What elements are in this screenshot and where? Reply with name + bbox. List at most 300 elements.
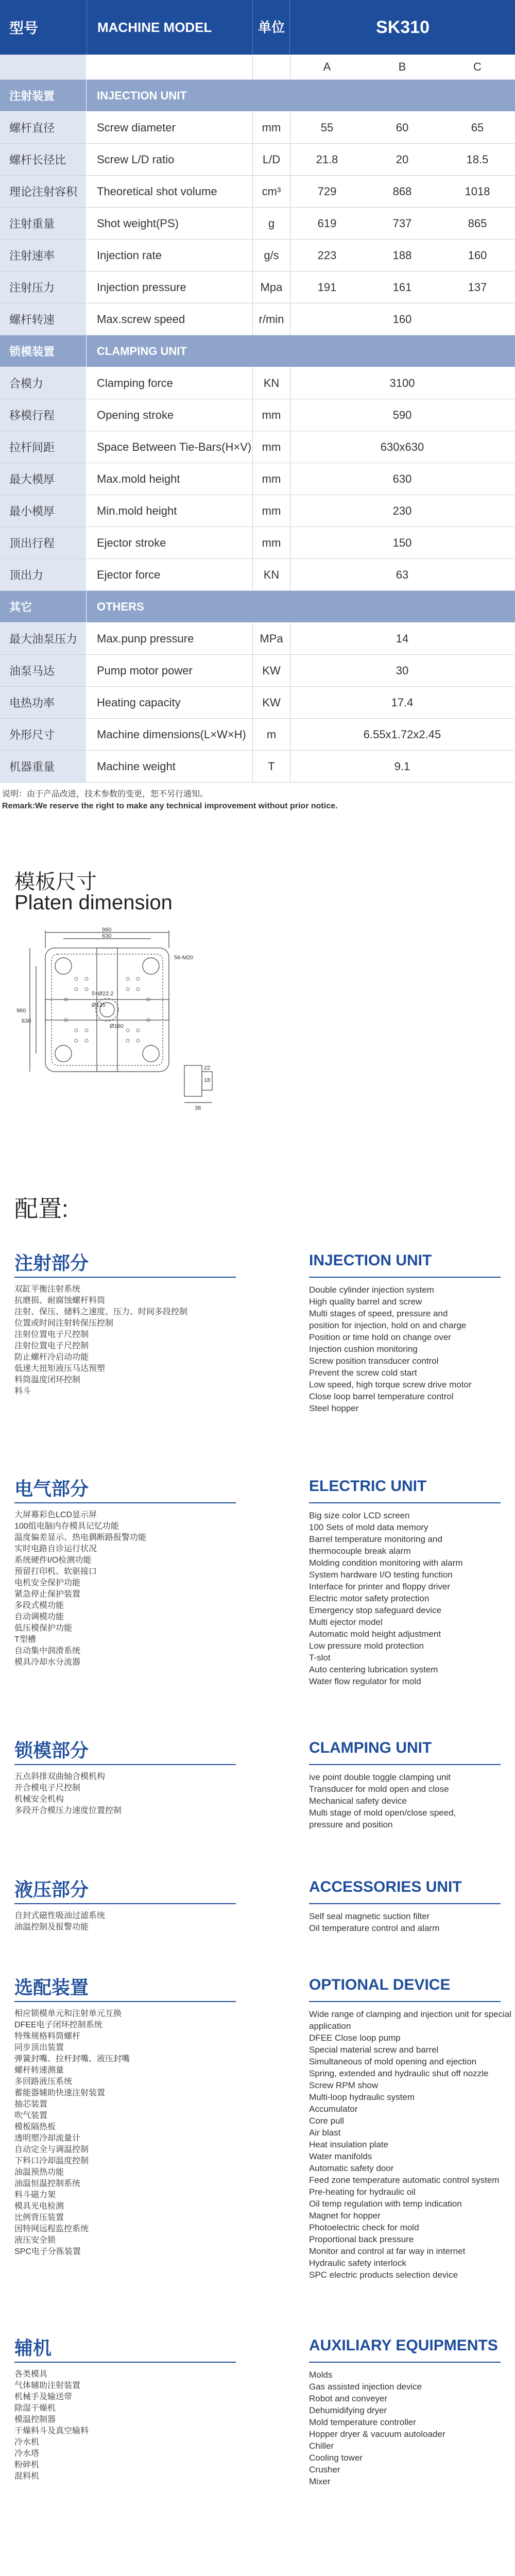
list-item: 下料口冷却温度控制 — [14, 2157, 89, 2165]
param-cn: 最大油泵压力 — [0, 623, 87, 654]
dim-d7: 22 — [204, 1065, 211, 1071]
param-unit: mm — [252, 431, 290, 463]
value-a: 729 — [317, 184, 337, 198]
dim-d4: 630 — [22, 1018, 31, 1024]
dim-d6: Ø160 — [110, 1023, 124, 1029]
list-item: T型槽 — [14, 1635, 36, 1644]
value-span: 230 — [392, 504, 412, 517]
param-cn: 注射压力 — [0, 272, 87, 303]
list-en — [309, 2008, 512, 2281]
list-item: Position or time hold on change over — [309, 1332, 451, 1342]
list-item: 低压模保护功能 — [14, 1624, 73, 1633]
dim-d8: 18 — [204, 1077, 211, 1083]
table-row — [0, 559, 515, 591]
list-cn — [14, 1284, 236, 1397]
table-row — [0, 463, 515, 495]
list-item: Interface for printer and floppy driver — [309, 1582, 451, 1591]
value-span: 6.55x1.72x2.45 — [363, 727, 441, 741]
list-item: 料筒温度闭环控制 — [14, 1376, 81, 1384]
param-unit: KW — [252, 687, 290, 718]
list-en — [309, 2369, 501, 2487]
divider — [14, 1764, 236, 1765]
block-title-en: AUXILIARY EQUIPMENTS — [309, 2337, 498, 2354]
value-span: 14 — [396, 632, 409, 645]
list-item: 油温恒温控制系统 — [14, 2179, 81, 2188]
list-item: Prevent the screw cold start — [309, 1368, 417, 1378]
value-b: 20 — [396, 152, 409, 166]
list-item: Gas assisted injection device — [309, 2382, 422, 2392]
param-cn: 顶出力 — [0, 559, 87, 590]
list-item: DFEE电子闭环控制系统 — [14, 2021, 102, 2029]
list-item: 开合模电子尺控制 — [14, 1784, 81, 1792]
value-a: 619 — [317, 216, 337, 230]
param-unit: g — [252, 208, 290, 239]
list-item: Steel hopper — [309, 1403, 359, 1413]
list-item: 抽芯装置 — [14, 2100, 48, 2109]
table-header — [0, 0, 515, 55]
list-item: 抗磨损、耐腐蚀螺杆料筒 — [14, 1296, 106, 1305]
list-item: 螺杆转速测量 — [14, 2066, 64, 2075]
param-unit: KN — [252, 559, 290, 590]
value-span: 9.1 — [394, 759, 410, 773]
divider — [309, 1903, 501, 1904]
list-item: Low speed, high torque screw drive motor — [309, 1380, 472, 1389]
section-name-cn: 锁模装置 — [0, 335, 87, 367]
section-name-en: INJECTION UNIT — [97, 89, 187, 102]
list-item: 自动集中润滑系统 — [14, 1647, 81, 1655]
param-en: Space Between Tie-Bars(H×V) — [97, 440, 252, 453]
list-item: 粉碎机 — [14, 2461, 40, 2469]
block-title-en: ELECTRIC UNIT — [309, 1478, 427, 1495]
list-item: 100 Sets of mold data memory — [309, 1522, 428, 1532]
list-item: Wide range of clamping and injection unit for special — [309, 2009, 512, 2019]
list-item: Multi ejector model — [309, 1617, 383, 1627]
divider — [14, 2001, 236, 2002]
config-title: 配置: — [14, 1195, 68, 1222]
list-item: Robot and conveyer — [309, 2394, 388, 2403]
list-item: 防止螺杆冷启动功能 — [14, 1353, 89, 1362]
param-cn: 螺杆长径比 — [0, 144, 87, 175]
list-en — [309, 1510, 501, 1687]
list-item: Big size color LCD screen — [309, 1511, 410, 1520]
param-unit: g/s — [252, 240, 290, 271]
param-cn: 顶出行程 — [0, 527, 87, 558]
param-unit: T — [252, 751, 290, 782]
list-item: Emergency stop safeguard device — [309, 1605, 442, 1615]
param-en: Screw diameter — [97, 121, 176, 134]
divider — [14, 1277, 236, 1278]
list-item: Special material screw and barrel — [309, 2045, 439, 2055]
header-model-en: MACHINE MODEL — [87, 0, 252, 55]
list-item: 机械安全机构 — [14, 1795, 64, 1804]
list-item: Accumulator — [309, 2104, 358, 2114]
param-unit: mm — [252, 495, 290, 527]
remark-en: Remark:We reserve the right to make any technical improvement without prior notice. — [2, 802, 338, 810]
list-item: 双缸平衡注射系统 — [14, 1285, 81, 1294]
value-c: 137 — [468, 280, 487, 294]
param-unit: Mpa — [252, 272, 290, 303]
list-en — [309, 1771, 501, 1831]
list-item: 冷水塔 — [14, 2449, 40, 2458]
param-en: Injection pressure — [97, 280, 186, 294]
list-item: Molds — [309, 2370, 333, 2380]
list-item: Dehumidifying dryer — [309, 2405, 387, 2415]
param-en: Shot weight(PS) — [97, 216, 179, 230]
param-unit: mm — [252, 112, 290, 143]
section-name-cn: 其它 — [0, 591, 87, 622]
config-block-accessories — [14, 1875, 501, 1947]
value-b: 60 — [396, 121, 409, 134]
list-item: DFEE Close loop pump — [309, 2033, 401, 2043]
param-cn: 油泵马达 — [0, 655, 87, 686]
block-title-cn: 锁模部分 — [14, 1740, 89, 1761]
block-title-cn: 液压部分 — [14, 1879, 89, 1901]
list-item: Crusher — [309, 2465, 340, 2475]
platen-title-cn: 模板尺寸 — [14, 871, 97, 893]
platen-title-en: Platen dimension — [14, 891, 173, 914]
list-item: Injection cushion monitoring — [309, 1344, 418, 1354]
table-row — [0, 751, 515, 783]
list-item: 油温预热功能 — [14, 2168, 64, 2177]
divider — [14, 1903, 236, 1904]
param-unit: mm — [252, 527, 290, 558]
list-item: 吹气装置 — [14, 2111, 48, 2120]
remark-cn: 说明：由于产品改进，技术参数的变更，恕不另行通知。 — [2, 790, 209, 799]
table-row — [0, 687, 515, 719]
list-item: 同步顶出装置 — [14, 2043, 64, 2052]
list-item: 自动定全与调温控制 — [14, 2145, 89, 2154]
list-item: 模温控制器 — [14, 2415, 56, 2424]
param-en: Pump motor power — [97, 664, 193, 677]
list-item: Photoelectric check for mold — [309, 2223, 419, 2232]
list-cn — [14, 1910, 236, 1933]
list-item: Hopper dryer & vacuum autoloader — [309, 2429, 445, 2439]
dim-d5: Ø125 — [92, 1002, 106, 1008]
list-item: Mechanical safety device — [309, 1796, 407, 1806]
value-b: 161 — [392, 280, 412, 294]
list-cn — [14, 1771, 236, 1817]
config-block-auxiliary — [14, 2334, 501, 2499]
param-cn: 注射速率 — [0, 240, 87, 271]
list-item: 注射位置电子尺控制 — [14, 1330, 89, 1339]
list-item: Low pressure mold protection — [309, 1641, 424, 1651]
list-item: Magnet for hopper — [309, 2211, 381, 2221]
list-item: 系统硬件I/O检测功能 — [14, 1556, 92, 1565]
block-title-cn: 辅机 — [14, 2337, 52, 2359]
dim-d2: 630 — [102, 933, 112, 939]
list-item: 各类模具 — [14, 2370, 48, 2379]
list-item: 相应锁模单元和注射单元互换 — [14, 2009, 122, 2018]
param-en: Ejector force — [97, 568, 161, 581]
config-block-electric — [14, 1475, 501, 1706]
section-injection — [0, 80, 515, 112]
value-a: 21.8 — [316, 152, 338, 166]
value-c: 18.5 — [466, 152, 489, 166]
list-item: Mold temperature controller — [309, 2417, 416, 2427]
list-item: Monitor and control at far way in internet — [309, 2246, 466, 2256]
table-row — [0, 144, 515, 176]
list-item: Automatic mold height adjustment — [309, 1629, 441, 1639]
param-en: Screw L/D ratio — [97, 152, 175, 166]
table-row — [0, 399, 515, 431]
config-block-clamping — [14, 1736, 501, 1839]
model-name: SK310 — [289, 0, 515, 55]
ejector-label: 5×Ø22.2 — [92, 991, 114, 997]
list-item: 透明塑冷却流量计 — [14, 2134, 81, 2143]
list-item: 弹簧封嘴、拉杆封嘴、液压封嘴 — [14, 2055, 130, 2063]
list-item: Double cylinder injection system — [309, 1285, 434, 1295]
value-span: 17.4 — [391, 696, 414, 709]
variant-row — [0, 55, 515, 80]
list-item: 电机安全保护功能 — [14, 1579, 81, 1587]
table-row — [0, 655, 515, 687]
divider — [309, 2001, 501, 2002]
list-item: 自动调模功能 — [14, 1613, 64, 1621]
value-span: 590 — [392, 408, 412, 421]
param-en: Heating capacity — [97, 696, 181, 709]
config-block-injection — [14, 1249, 501, 1445]
list-item: 冷水机 — [14, 2438, 40, 2447]
param-en: Min.mold height — [97, 504, 177, 517]
param-unit: MPa — [252, 623, 290, 654]
block-title-en: INJECTION UNIT — [309, 1252, 432, 1269]
param-unit: L/D — [252, 144, 290, 175]
bolt-label: 56-M20 — [174, 955, 194, 961]
value-c: 865 — [468, 216, 487, 230]
list-item: Proportional back pressure — [309, 2234, 414, 2244]
section-name-en: CLAMPING UNIT — [97, 344, 187, 358]
variant-row-blank-unit — [252, 55, 290, 79]
dim-d1: 960 — [102, 927, 112, 933]
param-cn: 最小模厚 — [0, 495, 87, 527]
value-span: 30 — [396, 664, 409, 677]
dim-d9: 38 — [195, 1105, 201, 1111]
list-item: Hydraulic safety interlock — [309, 2258, 406, 2268]
variant-c: C — [473, 60, 482, 73]
block-title-en: ACCESSORIES UNIT — [309, 1878, 462, 1895]
value-span: 63 — [396, 568, 409, 581]
section-name-cn: 注射装置 — [0, 80, 87, 111]
list-item: Multi stage of mold open/close speed, — [309, 1808, 456, 1818]
value-span: 630 — [392, 472, 412, 485]
table-row — [0, 240, 515, 272]
list-item: Transducer for mold open and close — [309, 1784, 449, 1794]
value-c: 160 — [468, 248, 487, 262]
list-item: 气体辅助注射装置 — [14, 2381, 81, 2390]
param-cn: 注射重量 — [0, 208, 87, 239]
param-unit: m — [252, 719, 290, 750]
list-item: 多回路液压系统 — [14, 2077, 73, 2086]
list-cn — [14, 1510, 236, 1668]
value-b: 868 — [392, 184, 412, 198]
table-row — [0, 272, 515, 303]
list-item: 多段开合模压力速度位置控制 — [14, 1806, 122, 1815]
param-cn: 机器重量 — [0, 751, 87, 782]
list-item: 注射位置电子尺控制 — [14, 1342, 89, 1350]
value-a: 191 — [317, 280, 337, 294]
value-b: 188 — [392, 248, 412, 262]
value-c: 1018 — [465, 184, 490, 198]
list-item: Water flow regulator for mold — [309, 1676, 421, 1686]
divider — [309, 1277, 501, 1278]
param-en: Injection rate — [97, 248, 162, 262]
list-item: T-slot — [309, 1653, 331, 1663]
table-row — [0, 176, 515, 208]
list-item: 干燥料斗及真空输料 — [14, 2427, 89, 2435]
param-en: Max.mold height — [97, 472, 180, 485]
section-others — [0, 591, 515, 623]
platen-diagram — [14, 927, 236, 1128]
table-row — [0, 623, 515, 655]
block-title-en: OPTIONAL DEVICE — [309, 1976, 451, 1993]
value-span: 3100 — [389, 376, 415, 389]
dim-d3: 960 — [16, 1008, 26, 1014]
list-item: SPC electric products selection device — [309, 2270, 458, 2280]
list-item: 机械手及输送带 — [14, 2393, 73, 2401]
variant-row-blank-cn — [0, 55, 87, 79]
list-en — [309, 1284, 501, 1414]
list-item: Barrel temperature monitoring and — [309, 1534, 442, 1544]
value-span: 160 — [392, 312, 412, 326]
list-item: 五点斜排双曲轴合模机构 — [14, 1772, 106, 1781]
list-item: ive point double toggle clamping unit — [309, 1772, 451, 1782]
param-cn: 移模行程 — [0, 399, 87, 431]
param-cn: 电热功率 — [0, 687, 87, 718]
value-span: 630x630 — [380, 440, 424, 453]
list-item: Heat insulation plate — [309, 2140, 389, 2149]
param-unit: KN — [252, 367, 290, 399]
param-cn: 外形尺寸 — [0, 719, 87, 750]
list-item: 液压安全锁 — [14, 2236, 56, 2245]
spec-table — [0, 0, 515, 783]
table-row — [0, 303, 515, 335]
list-item: 除湿干燥机 — [14, 2404, 56, 2413]
list-item: 位置或时间注射转保压控制 — [14, 1319, 114, 1328]
param-cn: 螺杆直径 — [0, 112, 87, 143]
table-row — [0, 527, 515, 559]
list-item: position for injection, hold on and charge — [309, 1320, 467, 1330]
param-unit: mm — [252, 463, 290, 495]
list-item: 多段式模功能 — [14, 1601, 64, 1610]
list-item: Multi-loop hydraulic system — [309, 2092, 415, 2102]
list-item: 自封式磁性吸油过滤系统 — [14, 1911, 106, 1920]
list-item: Auto centering lubrication system — [309, 1665, 438, 1674]
list-item: application — [309, 2021, 351, 2031]
param-en: Machine dimensions(L×W×H) — [97, 727, 246, 741]
param-unit: r/min — [252, 303, 290, 335]
list-cn — [14, 2369, 236, 2482]
table-row — [0, 719, 515, 751]
param-en: Ejector stroke — [97, 536, 166, 549]
list-item: 预留打印机、软驱接口 — [14, 1567, 97, 1576]
value-a: 55 — [320, 121, 334, 134]
divider — [309, 1764, 501, 1765]
list-item: Core pull — [309, 2116, 345, 2126]
table-row — [0, 431, 515, 463]
param-en: Max.screw speed — [97, 312, 185, 326]
list-item: 紧急停止保护装置 — [14, 1590, 81, 1599]
list-item: Molding condition monitoring with alarm — [309, 1558, 463, 1568]
block-title-cn: 选配装置 — [14, 1977, 89, 1998]
list-item: 100组电脑内存模具记忆功能 — [14, 1522, 119, 1531]
block-title-en: CLAMPING UNIT — [309, 1739, 432, 1756]
list-item: Screw RPM show — [309, 2080, 379, 2090]
param-en: Theoretical shot volume — [97, 184, 217, 198]
variant-a: A — [323, 60, 331, 73]
list-item: Self seal magnetic suction filter — [309, 1911, 430, 1921]
table-row — [0, 112, 515, 144]
param-en: Max.punp pressure — [97, 632, 194, 645]
list-item: 模板隔热板 — [14, 2123, 56, 2131]
list-item: Multi stages of speed, pressure and — [309, 1309, 448, 1318]
header-unit: 单位 — [252, 0, 290, 55]
list-item: 温度偏差显示、热电偶断路报警功能 — [14, 1533, 147, 1542]
divider — [14, 2362, 236, 2363]
list-item: Screw position transducer control — [309, 1356, 439, 1366]
list-en — [309, 1910, 501, 1934]
list-item: 混料机 — [14, 2472, 40, 2481]
param-unit: cm³ — [252, 176, 290, 207]
list-item: 大屏幕彩色LCD显示屏 — [14, 1511, 97, 1519]
list-item: Electric motor safety protection — [309, 1594, 430, 1603]
list-item: Spring, extended and hydraulic shut off nozzle — [309, 2069, 489, 2078]
param-cn: 螺杆转速 — [0, 303, 87, 335]
list-item: 实时电路自诊运行状况 — [14, 1545, 97, 1553]
block-title-cn: 注射部分 — [14, 1252, 89, 1274]
section-name-en: OTHERS — [97, 600, 144, 613]
list-item: Close loop barrel temperature control — [309, 1392, 454, 1401]
param-cn: 最大模厚 — [0, 463, 87, 495]
list-item: 低速大扭矩液压马达预塑 — [14, 1364, 106, 1373]
list-item: pressure and position — [309, 1820, 393, 1829]
list-item: Oil temp regulation with temp indication — [309, 2199, 462, 2209]
list-item: Feed zone temperature automatic control system — [309, 2175, 500, 2185]
param-unit: mm — [252, 399, 290, 431]
list-item: 料斗磁力架 — [14, 2191, 56, 2199]
value-span: 150 — [392, 536, 412, 549]
list-item: Pre-heating for hydraulic oil — [309, 2187, 416, 2197]
list-item: Water manifolds — [309, 2151, 372, 2161]
list-item: thermocouple break alarm — [309, 1546, 411, 1556]
divider — [309, 1502, 501, 1503]
param-en: Clamping force — [97, 376, 173, 389]
block-title-cn: 电气部分 — [14, 1478, 89, 1500]
list-item: Chiller — [309, 2441, 334, 2451]
list-item: Simultaneous of mold opening and ejection — [309, 2057, 477, 2066]
param-cn: 合模力 — [0, 367, 87, 399]
param-en: Opening stroke — [97, 408, 174, 421]
divider — [309, 2362, 501, 2363]
table-row — [0, 495, 515, 527]
list-item: Oil temperature control and alarm — [309, 1923, 440, 1933]
list-item: Mixer — [309, 2477, 331, 2486]
section-clamping — [0, 335, 515, 367]
list-item: High quality barrel and screw — [309, 1297, 422, 1307]
list-item: 模具光电检测 — [14, 2202, 64, 2211]
list-cn — [14, 2008, 236, 2258]
param-cn: 理论注射容积 — [0, 176, 87, 207]
header-model-cn: 型号 — [9, 20, 39, 36]
param-unit: KW — [252, 655, 290, 686]
list-item: 料斗 — [14, 1387, 31, 1396]
list-item: 特殊规格料筒螺杆 — [14, 2032, 81, 2041]
divider — [14, 1502, 236, 1503]
list-item: 油温控制及报警功能 — [14, 1923, 89, 1931]
param-cn: 拉杆间距 — [0, 431, 87, 463]
table-row — [0, 367, 515, 399]
list-item: SPC电子分拣装置 — [14, 2247, 81, 2256]
variant-b: B — [398, 60, 406, 73]
